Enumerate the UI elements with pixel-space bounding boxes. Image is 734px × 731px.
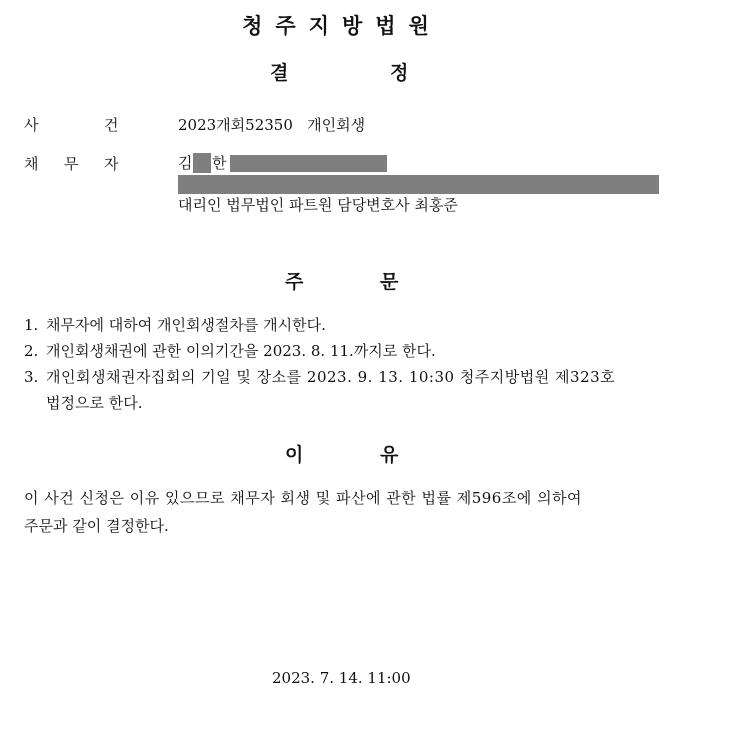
- debtor-name-first: 김: [178, 154, 193, 172]
- order-item-3-continuation: 법정으로 한다.: [46, 394, 143, 412]
- order-heading-right: 문: [380, 271, 399, 293]
- case-label-a: 사: [24, 116, 39, 134]
- debtor-label-b: 무: [64, 155, 79, 173]
- debtor-label-c: 자: [104, 155, 119, 173]
- order-item-1: [24, 314, 326, 335]
- redaction-id-block: [230, 155, 387, 172]
- reason-heading-left: 이: [285, 444, 304, 466]
- order-item-text: 개인회생채권에 관한 이의기간을 2023. 8. 11.까지로 한다.: [46, 342, 436, 360]
- reason-heading-right: 유: [380, 444, 399, 466]
- decision-date: 2023. 7. 14. 11:00: [272, 669, 411, 687]
- debtor-label-a: 채: [24, 155, 39, 173]
- order-item-number: 1.: [24, 316, 39, 334]
- reason-line-1: 이 사건 신청은 이유 있으므로 채무자 회생 및 파산에 관한 법률 제596조에 의하여: [24, 489, 583, 507]
- reason-line-2: 주문과 같이 결정한다.: [24, 517, 169, 535]
- order-heading-left: 주: [285, 271, 304, 293]
- order-item-text: 채무자에 대하여 개인회생절차를 개시한다.: [46, 316, 326, 334]
- order-item-number: 2.: [24, 342, 39, 360]
- order-item-number: 3.: [24, 368, 39, 386]
- case-label-b: 건: [104, 116, 119, 134]
- redaction-address-block: [178, 175, 659, 194]
- order-item-2: [24, 340, 436, 361]
- debtor-name-last: 한: [212, 154, 227, 172]
- court-name: 청주지방법원: [242, 14, 442, 38]
- debtor-agent: 대리인 법무법인 파트원 담당변호사 최홍준: [178, 196, 458, 214]
- order-item-3: [24, 366, 615, 387]
- redaction-name-block: [193, 153, 211, 173]
- doc-type-right: 정: [390, 62, 409, 84]
- doc-type-left: 결: [270, 62, 289, 84]
- order-item-text: 개인회생채권자집회의 기일 및 장소를 2023. 9. 13. 10:30 청주지방법원 제323호: [46, 368, 616, 386]
- case-number: 2023개회52350 개인회생: [178, 116, 366, 134]
